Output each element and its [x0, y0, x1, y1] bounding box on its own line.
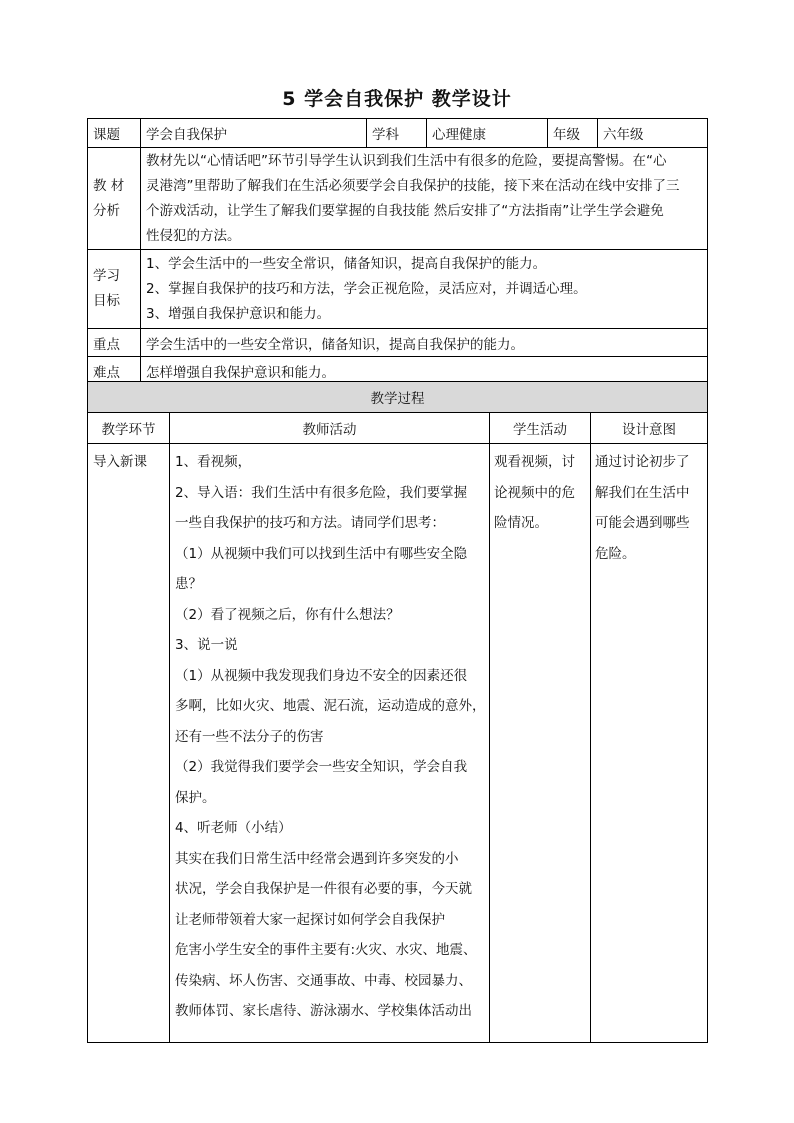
teacher-line: 患？	[175, 576, 202, 592]
teacher-line: （2）看了视频之后，你有什么想法？	[175, 606, 400, 623]
teacher-line: 4、听老师（小结）	[175, 820, 292, 836]
goal-item: 3、增强自我保护意识和能力。	[146, 306, 331, 322]
teacher-activity	[170, 444, 490, 1043]
analysis-label	[88, 148, 141, 250]
process-column-headers	[88, 413, 708, 444]
teacher-line: 一些自我保护的技巧和方法。请同学们思考：	[175, 515, 445, 531]
teacher-line: 让老师带领着大家一起探讨如何学会自我保护	[175, 911, 445, 928]
goal-item: 1、学会生活中的一些安全常识，储备知识，提高自我保护的能力。	[146, 256, 547, 272]
header-teacher-activity: 教师活动	[170, 413, 490, 444]
grade-value: 六年级	[598, 119, 708, 148]
goals-label-line1: 学习	[93, 268, 120, 284]
analysis-line: 性侵犯的方法。	[146, 228, 241, 244]
teacher-line: 3、说一说	[175, 637, 238, 653]
teacher-line: 1、看视频，	[175, 454, 252, 470]
lesson-info-table	[87, 118, 708, 385]
grade-label: 年级	[548, 119, 598, 148]
teacher-line: （1）从视频中我发现我们身边不安全的因素还很	[175, 667, 468, 684]
teacher-line: （1）从视频中我们可以找到生活中有哪些安全隐	[175, 545, 468, 562]
intent-line: 通过讨论初步了	[595, 454, 690, 470]
goals-label-line2: 目标	[93, 293, 120, 309]
subject-label: 学科	[367, 119, 427, 148]
teacher-line: 还有一些不法分子的伤害	[175, 728, 324, 745]
teaching-process-table	[87, 381, 708, 1043]
teacher-line: 传染病、坏人伤害、交通事故、中毒、校园暴力、	[175, 972, 472, 989]
teacher-line: 危害小学生安全的事件主要有:火灾、水灾、地震、	[175, 942, 477, 958]
goals-label	[88, 250, 141, 329]
teacher-line: 状况，学会自我保护是一件很有必要的事，今天就	[175, 881, 472, 897]
header-stage: 教学环节	[88, 413, 170, 444]
intent-line: 解我们在生活中	[595, 484, 690, 501]
header-student-activity: 学生活动	[490, 413, 591, 444]
goals-row	[88, 250, 708, 329]
difficulty-label: 难点	[88, 357, 141, 385]
course-value: 学会自我保护	[141, 119, 367, 148]
intent-line: 可能会遇到哪些	[595, 515, 690, 531]
analysis-text	[141, 148, 708, 250]
process-section-header	[88, 382, 708, 413]
analysis-line: 灵港湾”里帮助了解我们在生活必须要学会自我保护的技能，接下来在活动在线中安排了三	[146, 178, 680, 194]
goals-list	[141, 250, 708, 329]
header-design-intent: 设计意图	[591, 413, 708, 444]
teacher-line: 其实在我们日常生活中经常会遇到许多突发的小	[175, 850, 459, 867]
process-section-title: 教学过程	[88, 382, 708, 413]
process-row-intro	[88, 444, 708, 1043]
student-activity	[490, 444, 591, 1043]
teacher-line: 教师体罚、家长虐待、游泳溺水、学校集体活动出	[175, 1003, 472, 1019]
course-row	[88, 119, 708, 148]
intent-line: 危险。	[595, 545, 636, 562]
teacher-line: 多啊，比如火灾、地震、泥石流，运动造成的意外，	[175, 698, 486, 714]
key-point-value: 学会生活中的一些安全常识，储备知识，提高自我保护的能力。	[141, 329, 708, 357]
student-line: 险情况。	[494, 515, 548, 531]
design-intent	[591, 444, 708, 1043]
student-line: 论视频中的危	[494, 484, 575, 501]
student-line: 观看视频，讨	[494, 454, 575, 470]
analysis-line: 教材先以“心情话吧”环节引导学生认识到我们生活中有很多的危险，要提高警惕。在“心	[146, 153, 667, 169]
teacher-line: 2、导入语：我们生活中有很多危险，我们要掌握	[175, 484, 468, 501]
course-label: 课题	[88, 119, 141, 148]
teacher-line: （2）我觉得我们要学会一些安全知识，学会自我	[175, 759, 468, 775]
subject-value: 心理健康	[427, 119, 548, 148]
goal-item: 2、掌握自我保护的技巧和方法，学会正视危险，灵活应对，并调适心理。	[146, 281, 587, 297]
difficulty-value: 怎样增强自我保护意识和能力。	[141, 357, 708, 385]
key-point-label: 重点	[88, 329, 141, 357]
teacher-line: 保护。	[175, 789, 216, 806]
key-point-row	[88, 329, 708, 357]
analysis-line: 个游戏活动，让学生了解我们要掌握的自我技能 然后安排了“方法指南”让学生学会避免	[146, 203, 664, 219]
analysis-row	[88, 148, 708, 250]
document-title: 5 学会自我保护 教学设计	[282, 88, 512, 110]
analysis-label-line2: 分析	[93, 202, 120, 219]
analysis-label-line1: 教 材	[93, 177, 125, 194]
stage-name: 导入新课	[88, 444, 170, 1043]
